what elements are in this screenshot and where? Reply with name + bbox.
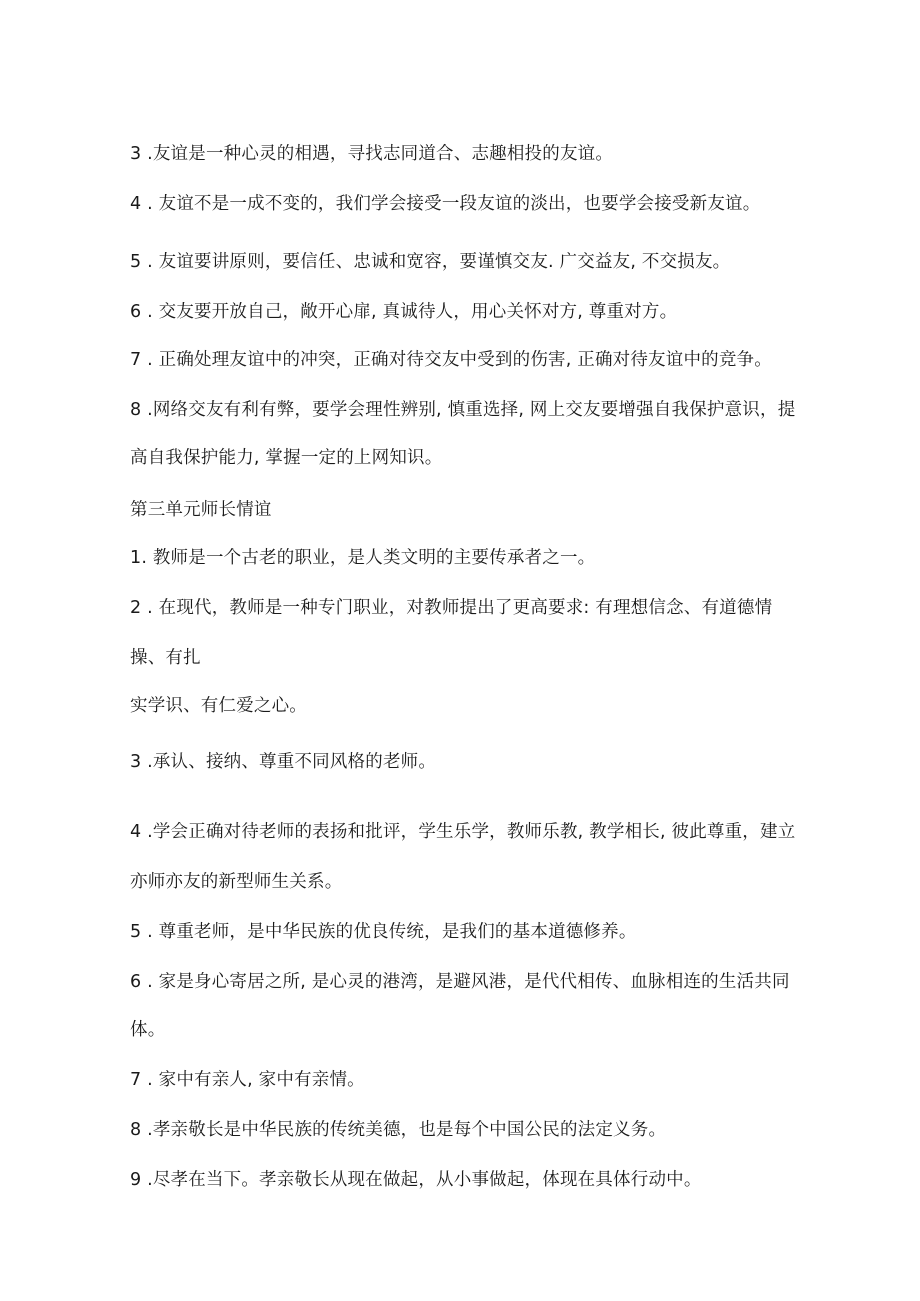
text-line: 4 .学会正确对待老师的表扬和批评，学生乐学，教师乐教, 教学相长, 彼此尊重，建立 [130, 821, 796, 842]
text-line: 1. 教师是一个古老的职业，是人类文明的主要传承者之一。 [130, 547, 596, 568]
text-line: 5 . 友谊要讲原则，要信任、忠诚和宽容，要谨慎交友. 广交益友, 不交损友。 [130, 251, 731, 272]
text-line: 3 .友谊是一种心灵的相遇，寻找志同道合、志趣相投的友谊。 [130, 143, 614, 164]
text-line: 9 .尽孝在当下。孝亲敬长从现在做起，从小事做起，体现在具体行动中。 [130, 1169, 702, 1190]
text-line: 实学识、有仁爱之心。 [130, 695, 307, 716]
text-line: 操、有扎 [130, 647, 201, 668]
section-heading: 第三单元师长情谊 [130, 499, 272, 520]
text-line: 高自我保护能力, 掌握一定的上网知识。 [130, 447, 443, 468]
text-line: 2 . 在现代，教师是一种专门职业，对教师提出了更高要求: 有理想信念、有道德情 [130, 597, 773, 618]
text-line: 亦师亦友的新型师生关系。 [130, 871, 343, 892]
text-line: 7 . 正确处理友谊中的冲突，正确对待交友中受到的伤害, 正确对待友谊中的竞争。 [130, 349, 772, 370]
text-line: 体。 [130, 1019, 166, 1040]
text-line: 7 . 家中有亲人, 家中有亲情。 [130, 1069, 365, 1090]
text-line: 4 . 友谊不是一成不变的，我们学会接受一段友谊的淡出，也要学会接受新友谊。 [130, 193, 761, 214]
text-line: 6 . 家是身心寄居之所, 是心灵的港湾，是避风港，是代代相传、血脉相连的生活共同 [130, 971, 790, 992]
text-line: 5 . 尊重老师，是中华民族的优良传统，是我们的基本道德修养。 [130, 921, 637, 942]
text-line: 8 .孝亲敬长是中华民族的传统美德，也是每个中国公民的法定义务。 [130, 1119, 667, 1140]
text-line: 3 .承认、接纳、尊重不同风格的老师。 [130, 751, 437, 772]
text-line: 8 .网络交友有利有弊，要学会理性辨别, 慎重选择, 网上交友要增强自我保护意识，提 [130, 399, 796, 420]
text-line: 6 . 交友要开放自己，敞开心扉, 真诚待人，用心关怀对方, 尊重对方。 [130, 301, 678, 322]
